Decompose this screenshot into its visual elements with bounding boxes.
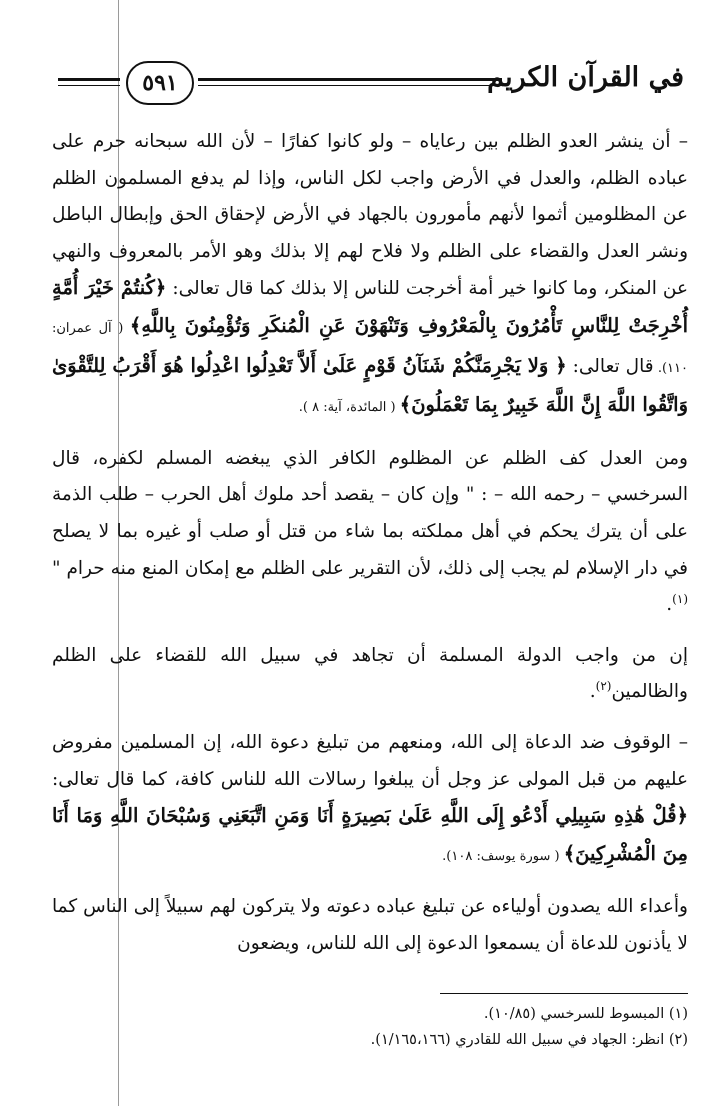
text-run: .	[589, 681, 596, 703]
text-run: إن من واجب الدولة المسلمة أن تجاهد في سبيل الله للقضاء على الظلم والظالمين	[52, 644, 688, 703]
verse-reference: ( سورة يوسف: ١٠٨).	[442, 848, 564, 864]
page-header	[58, 58, 684, 108]
text-run: – أن ينشر العدو الظلم بين رعاياه – ولو كانوا كفارًا – لأن الله سبحانه حرم على عباده الظلم، والعدل في الأرض واجب لكل الناس، وإذا لم يدفع المسلمون الظلم عن المظلومين أثموا لأنهم مأمورون بالجهاد في الأرض لإحقاق الحق وإبطال الباطل ونشر العدل والقضاء على الظلم ولا فلاح لهم إلا بذلك وهو الأمر بالمعروف والنهي عن المنكر، وما كانوا خير أمة أخرجت للناس إلا بذلك كما قال تعالى:	[52, 131, 689, 300]
footnote-separator	[440, 993, 688, 994]
header-rule-right	[198, 78, 502, 86]
footnote-marker: (٢)	[595, 679, 612, 694]
paragraph	[52, 638, 688, 711]
quran-verse: ﴿ وَلا يَجْرِمَنَّكُمْ شَنَآنُ قَوْمٍ عَلَىٰ أَلاَّ تَعْدِلُوا اعْدِلُوا هُوَ أَقْرَبُ لِلتَّقْوَىٰ وَاتَّقُوا اللَّهَ إِنَّ اللَّهَ خَبِيرٌ بِمَا تَعْمَلُونَ﴾	[52, 353, 688, 417]
running-title: في القرآن الكريم	[487, 62, 684, 93]
body-text	[52, 124, 688, 976]
footnote-2: (٢) انظر: الجهاد في سبيل الله للقادري (١/١٦٥،١٦٦).	[370, 1032, 688, 1048]
footnotes	[52, 1001, 688, 1053]
verse-reference: ( آل عمران: ١١٠).	[52, 320, 688, 376]
paragraph	[52, 889, 688, 962]
text-run: ومن العدل كف الظلم عن المظلوم الكافر الذي يبغضه المسلم لكفره، قال السرخسي – رحمه الله – : " وإن كان – يقصد أحد ملوك أهل الحرب – طلب الذمة على أن يترك يحكم في أهل مملكته بما شاء من قتل أو صلب أو غيره بما لا يصلح في دار الإسلام لم يجب إلى ذلك، لأن التقرير على الظلم مع إمكان المنع منه حرام "	[52, 447, 688, 579]
quran-verse: ﴿قُلْ هَٰذِهِ سَبِيلِي أَدْعُو إِلَى اللَّهِ عَلَىٰ بَصِيرَةٍ أَنَا وَمَنِ اتَّبَعَنِي وَسُبْحَانَ اللَّهِ وَمَا أَنَا مِنَ الْمُشْرِكِينَ﴾	[52, 804, 688, 865]
footnote-1: (١) المبسوط للسرخسي (١٠/٨٥).	[483, 1006, 688, 1022]
quran-verse: ﴿كُنتُمْ خَيْرَ أُمَّةٍ أُخْرِجَتْ لِلنَّاسِ تَأْمُرُونَ بِالْمَعْرُوفِ وَتَنْهَوْنَ عَنِ الْمُنكَرِ وَتُؤْمِنُونَ بِاللَّهِ﴾	[52, 276, 688, 337]
text-run: .	[666, 594, 673, 616]
footnote-marker: (١)	[672, 591, 688, 606]
verse-reference: ( المائدة، آية: ٨ ).	[298, 400, 400, 416]
page-number	[126, 61, 194, 105]
text-run: – الوقوف ضد الدعاة إلى الله، ومنعهم من تبليغ دعوة الله، إن المسلمين مفروض عليهم من قبل المولى عز وجل أن يبلغوا رسالات الله للناس كافة، كما قال تعالى:	[52, 731, 688, 790]
paragraph	[52, 725, 688, 875]
paragraph	[52, 124, 688, 427]
page-number-text: ٥٩١	[142, 70, 178, 96]
paragraph	[52, 441, 688, 624]
text-run: وأعداء الله يصدون أولياءه عن تبليغ عباده دعوته ولا يتركون لهم سبيلاً إلى الناس كما لا يأذنون للدعاة أن يسمعوا الدعوة إلى الله للناس، ويضعون	[52, 896, 688, 954]
header-rule-left	[58, 78, 120, 86]
text-run: قال تعالى:	[566, 355, 654, 377]
